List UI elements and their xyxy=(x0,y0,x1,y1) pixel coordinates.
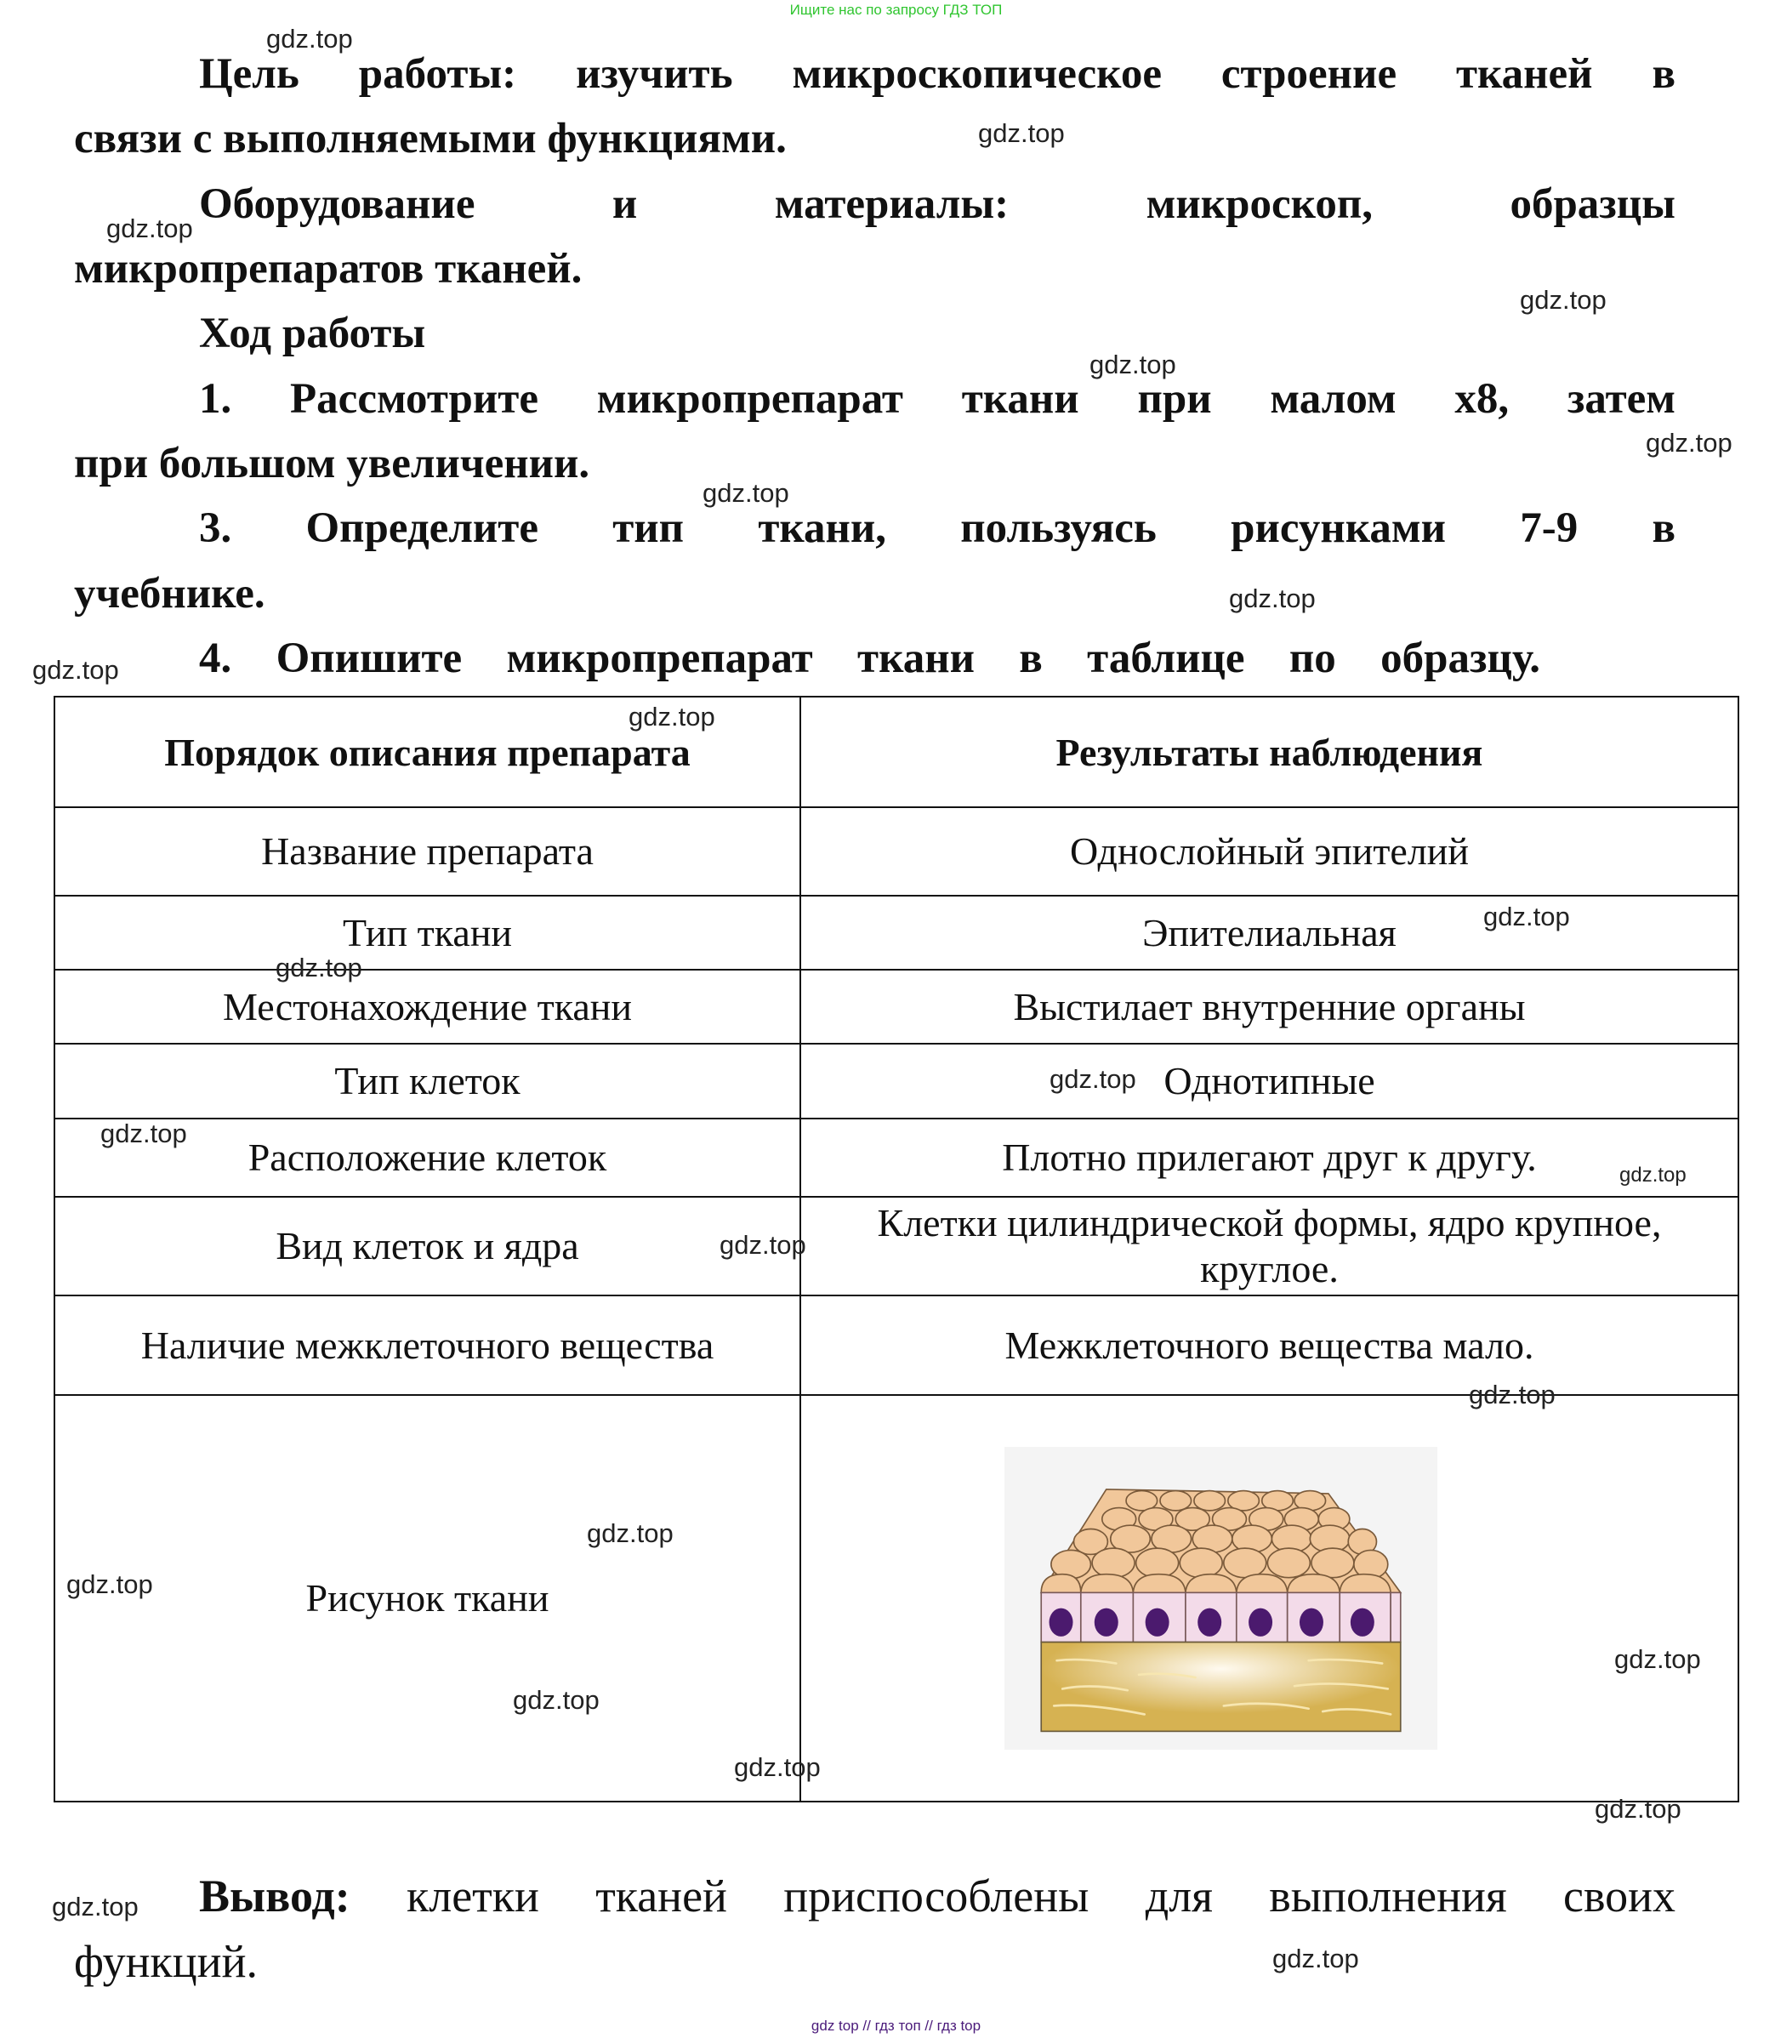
watermark: gdz.top xyxy=(629,702,715,732)
row-label: Вид клеток и ядра xyxy=(54,1197,800,1295)
table-header-row xyxy=(54,697,1738,807)
watermark: gdz.top xyxy=(100,1119,187,1148)
watermark: gdz.top xyxy=(734,1752,821,1782)
row-value: Эпителиальная xyxy=(800,896,1738,970)
watermark: gdz.top xyxy=(52,1892,139,1922)
conclusion-label: Вывод: xyxy=(199,1870,350,1922)
conclusion-text: клетки тканей приспособлены для выполнения своих xyxy=(407,1870,1675,1922)
watermark: gdz.top xyxy=(1229,584,1316,613)
watermark: gdz.top xyxy=(1483,902,1570,931)
step3-line-2: учебнике. xyxy=(74,570,265,618)
header-note: Ищите нас по запросу ГДЗ ТОП xyxy=(789,2,1003,18)
row-value: Клетки цилиндрической формы, ядро крупное, круглое. xyxy=(800,1197,1738,1295)
header-description-order: Порядок описания препарата xyxy=(54,697,800,807)
step3-line-1: 3. Определите тип ткани, пользуясь рисунками 7-9 в xyxy=(199,504,1675,552)
watermark: gdz.top xyxy=(703,478,789,508)
watermark: gdz.top xyxy=(32,655,119,685)
watermark: gdz.top xyxy=(266,24,353,54)
watermark: gdz.top xyxy=(1614,1644,1701,1674)
row-label: Тип клеток xyxy=(54,1044,800,1119)
row-label: Тип ткани xyxy=(54,896,800,970)
columnar-cells xyxy=(1041,1592,1401,1642)
watermark: gdz.top xyxy=(276,953,362,982)
watermark: gdz.top xyxy=(1089,350,1176,379)
goal-line-1: Цель работы: изучить микроскопическое строение тканей в xyxy=(199,50,1675,98)
watermark: gdz.top xyxy=(1469,1380,1556,1409)
watermark: gdz.top xyxy=(1595,1794,1681,1824)
conclusion-line-1 xyxy=(199,1869,1675,1923)
header-results: Результаты наблюдения xyxy=(800,697,1738,807)
row-value: Однослойный эпителий xyxy=(800,807,1738,896)
goal-line-2: связи с выполняемыми функциями. xyxy=(74,115,787,162)
watermark: gdz.top xyxy=(587,1518,674,1548)
watermark: gdz.top xyxy=(1520,285,1607,315)
step4-line: 4. Опишите микропрепарат ткани в таблице по образцу. xyxy=(199,635,1540,682)
row-label: Рисунок ткани xyxy=(54,1395,800,1802)
step1-line-1: 1. Рассмотрите микропрепарат ткани при малом х8, затем xyxy=(199,375,1675,423)
watermark: gdz.top xyxy=(1619,1164,1687,1187)
tissue-drawing-cell xyxy=(800,1395,1738,1802)
watermark: gdz.top xyxy=(1646,428,1732,458)
equipment-line-2: микропрепаратов тканей. xyxy=(74,245,583,293)
row-label: Название препарата xyxy=(54,807,800,896)
table-row xyxy=(54,1119,1738,1197)
observation-table xyxy=(54,696,1739,1802)
equipment-line-1: Оборудование и материалы: микроскоп, образцы xyxy=(199,180,1675,228)
row-value: Межклеточного вещества мало. xyxy=(800,1295,1738,1395)
row-label: Местонахождение ткани xyxy=(54,970,800,1044)
row-value: Однотипные xyxy=(800,1044,1738,1119)
procedure-heading: Ход работы xyxy=(199,310,426,357)
table-row xyxy=(54,1197,1738,1295)
table-row xyxy=(54,1044,1738,1119)
watermark: gdz.top xyxy=(513,1685,600,1715)
footer-note: gdz top // гдз топ // гдз top xyxy=(811,2018,981,2034)
row-label: Наличие межклеточного вещества xyxy=(54,1295,800,1395)
step1-line-2: при большом увеличении. xyxy=(74,440,590,487)
row-value: Выстилает внутренние органы xyxy=(800,970,1738,1044)
watermark: gdz.top xyxy=(106,214,193,243)
watermark: gdz.top xyxy=(1272,1944,1359,1973)
epithelium-illustration xyxy=(960,1447,1482,1750)
watermark: gdz.top xyxy=(66,1569,153,1599)
watermark: gdz.top xyxy=(720,1230,806,1260)
watermark: gdz.top xyxy=(978,118,1065,148)
watermark: gdz.top xyxy=(1050,1064,1136,1094)
row-value: Плотно прилегают друг к другу. xyxy=(800,1119,1738,1197)
table-row xyxy=(54,807,1738,896)
conclusion-line-2: функций. xyxy=(74,1936,258,1987)
row-label: Расположение клеток xyxy=(54,1119,800,1197)
table-row xyxy=(54,1395,1738,1802)
